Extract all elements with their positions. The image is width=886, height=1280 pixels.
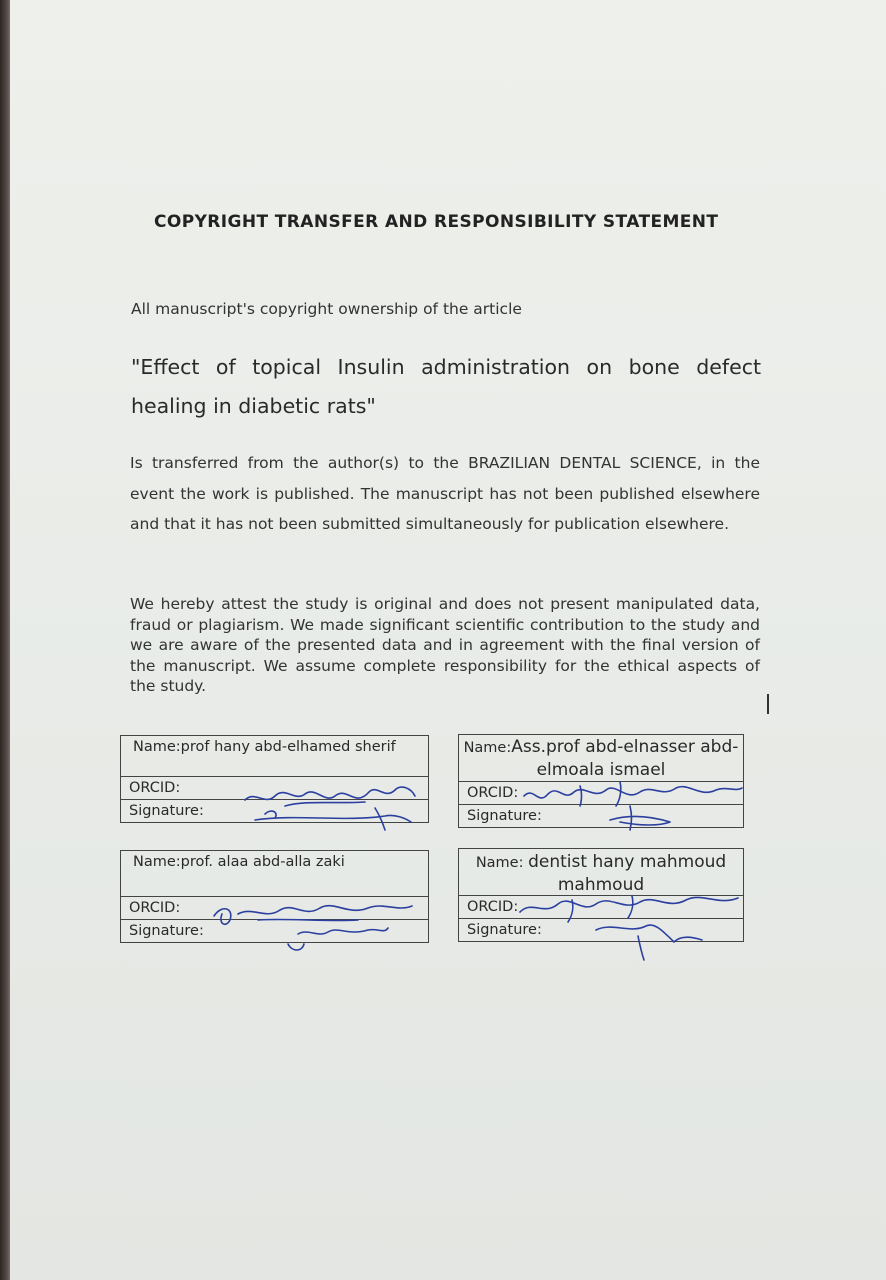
author-name-prefix: Name: (463, 740, 512, 756)
author-name (459, 849, 743, 895)
orcid-label: ORCID: (467, 899, 519, 915)
signature-field (121, 799, 428, 822)
signature-label: Signature: (129, 803, 204, 819)
signature-label: Signature: (467, 922, 542, 938)
orcid-field (459, 895, 743, 918)
transfer-paragraph: Is transferred from the author(s) to the BRAZILIAN DENTAL SCIENCE, in the event the work is published. The manuscript has not been published elsewhere and that it has not been submitted simultaneously for publication elsewhere. (130, 454, 760, 533)
orcid-field (121, 896, 428, 919)
author-box-4 (458, 848, 744, 942)
article-title: "Effect of topical Insulin administration on bone defect healing in diabetic rats" (131, 355, 761, 418)
author-name (459, 735, 743, 781)
signature-label: Signature: (129, 923, 204, 939)
author-box-2 (458, 734, 744, 828)
orcid-field (459, 781, 743, 804)
intro-text: All manuscript's copyright ownership of the article (131, 300, 522, 318)
orcid-label: ORCID: (129, 900, 181, 916)
author-box-3 (120, 850, 429, 943)
author-name-prefix: Name: (475, 855, 529, 871)
orcid-field (121, 776, 428, 799)
orcid-label: ORCID: (129, 780, 181, 796)
signature-field (459, 804, 743, 827)
signature-field (121, 919, 428, 942)
signature-field (459, 918, 743, 941)
author-box-1 (120, 735, 429, 823)
page-title: COPYRIGHT TRANSFER AND RESPONSIBILITY STATEMENT (154, 212, 719, 232)
orcid-label: ORCID: (467, 785, 519, 801)
signature-label: Signature: (467, 808, 542, 824)
author-name: Name:prof hany abd-elhamed sherif (133, 739, 396, 755)
author-name-value: Ass.prof abd-elnasser abd-elmoala ismael (511, 737, 739, 780)
author-name-value: dentist hany mahmoud mahmoud (528, 852, 727, 895)
pen-mark (767, 694, 769, 714)
attestation-paragraph: We hereby attest the study is original and does not present manipulated data, fraud or plagiarism. We made significant scientific contribution to the study and we are aware of the presented data and in agreement with the final version of the manuscript. We assume complete responsibility for the ethical aspects of the study. (130, 595, 760, 695)
author-name: Name:prof. alaa abd-alla zaki (133, 854, 345, 870)
